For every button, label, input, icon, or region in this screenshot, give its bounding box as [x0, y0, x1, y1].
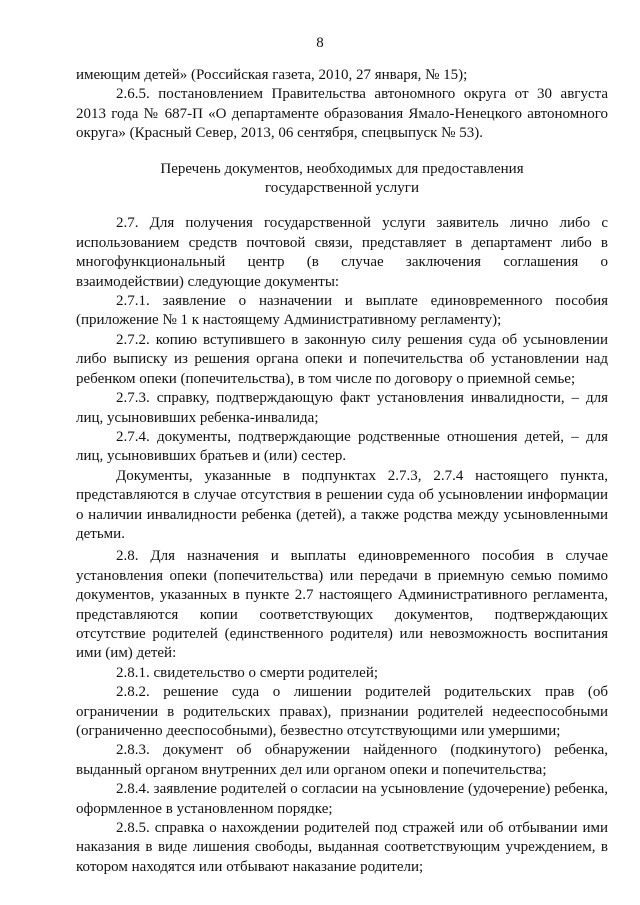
paragraph-2-8-3: 2.8.3. документ об обнаружении найденного (подкинутого) ребенка, выданный органом внутренних дел или органом опеки и попечительства; [76, 742, 608, 778]
paragraph-2-7: 2.7. Для получения государственной услуги заявитель лично либо с использованием средств почтовой связи, представляет в департамент либо в многофункциональный центр (в случае заключения соглашения о взаимодействии) следующие документы: [76, 215, 608, 290]
paragraph-2-8-4: 2.8.4. заявление родителей о согласии на усыновление (удочерение) ребенка, оформленное в установленном порядке; [76, 781, 608, 817]
paragraph-2-7-4: 2.7.4. документы, подтверждающие родственные отношения детей, – для лиц, усыновивших братьев и (или) сестер. [76, 428, 608, 465]
paragraph-2-8: 2.8. Для назначения и выплаты единовременного пособия в случае установления опеки (попечительства) или передачи в приемную семью помимо документов, указанных в пункте 2.7 настоящего Административного регламента, представляются копии соответствующих документов, подтверждающих отсутствие родителей (единственного родителя) или невозможность воспитания ими (им) детей: [76, 548, 608, 662]
paragraph-2-8-1: 2.8.1. свидетельство о смерти родителей; [116, 664, 379, 681]
paragraph-documents-note: Документы, указанные в подпунктах 2.7.3, 2.7.4 настоящего пункта, представляются в случае отсутствия в решении суда об усыновлении информации о наличии инвалидности ребенка (детей), а также родства между усыновленными детьми. [76, 467, 608, 542]
paragraph-2-6-5: 2.6.5. постановлением Правительства автономного округа от 30 августа 2013 года № 687-П «О департаменте образования Ямало-Ненецкого автономного округа» (Красный Север, 2013, 06 сентября, спецвыпуск № 53). [76, 86, 608, 142]
section-heading [76, 160, 608, 199]
paragraph-2-8-5: 2.8.5. справка о нахождении родителей под стражей или об отбывании ими наказания в виде лишения свободы, выданная соответствующим учреждением, в котором находятся или отбывают наказание родители; [76, 820, 608, 875]
section-heading-line-1: Перечень документов, необходимых для предоставления [160, 160, 524, 177]
paragraph-2-7-1: 2.7.1. заявление о назначении и выплате единовременного пособия (приложение № 1 к настоящему Административному регламенту); [76, 293, 608, 329]
section-heading-line-2: государственной услуги [265, 180, 419, 197]
paragraph-2-7-2: 2.7.2. копию вступившего в законную силу решения суда об усыновлении либо выписку из решения органа опеки и попечительства об установлении над ребенком опеки (попечительства), в том числе по договору о приемной семье; [76, 331, 608, 387]
paragraph-2-7-3: 2.7.3. справку, подтверждающую факт установления инвалидности, – для лиц, усыновивших ребенка-инвалида; [76, 390, 608, 426]
page-number: 8 [316, 35, 324, 51]
paragraph-2-8-2: 2.8.2. решение суда о лишении родителей родительских прав (об ограничении в родительских правах), признании родителей недееспособными (ограниченно дееспособными), безвестно отсутствующими или умершими; [76, 684, 608, 739]
document-body [76, 66, 608, 877]
paragraph-continuation: имеющим детей» (Российская газета, 2010, 27 января, № 15); [76, 67, 468, 83]
